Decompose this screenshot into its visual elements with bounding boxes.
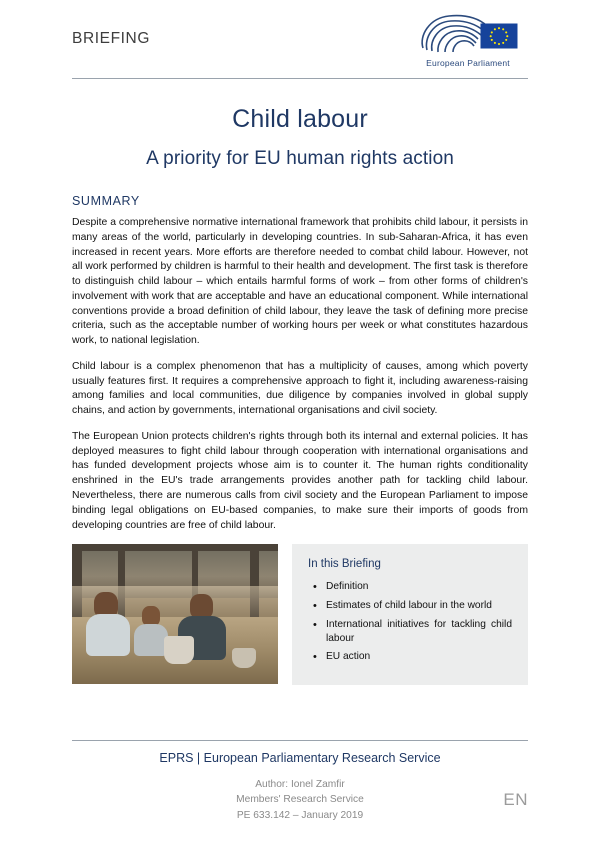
- in-this-briefing-heading: In this Briefing: [308, 558, 381, 571]
- briefing-label: BRIEFING: [72, 30, 151, 47]
- child-labour-photo: [72, 544, 278, 684]
- summary-paragraph: Child labour is a complex phenomenon that has a multiplicity of causes, among which poverty usually features first. It requires a comprehensive approach to fight it, including awareness-raising among families and local communities, due diligence by companies involved in global supply chains, and action by governments, international organisations and civil society.: [72, 360, 528, 417]
- footer-divider: [72, 740, 528, 741]
- language-code: EN: [503, 790, 528, 809]
- summary-heading: SUMMARY: [72, 194, 140, 208]
- european-parliament-logo-label: European Parliament: [426, 58, 510, 68]
- list-item: • International initiatives for tackling child labour: [326, 618, 512, 646]
- page-footer: [72, 740, 528, 824]
- list-item: • EU action: [326, 650, 512, 664]
- header-divider: [72, 78, 528, 79]
- list-item: • Definition: [326, 580, 512, 594]
- footer-service: Members' Research Service: [236, 794, 364, 806]
- page-header: [72, 0, 528, 78]
- european-parliament-logo-icon: [415, 10, 521, 56]
- in-this-briefing-box: [292, 544, 528, 685]
- summary-paragraph: Despite a comprehensive normative international framework that prohibits child labour, it persists in many areas of the world, particularly in developing countries. In sub-Saharan-Africa, it has even increased in recent years. More efforts are therefore needed to combat child labour. However, not all work performed by children is harmful to their health and development. The first task is therefore to distinguish child labour – which entails harmful forms of work – from other forms of children's involvement with work that are acceptable and have an educational component. While international conventions provide a broad definition of child labour, they leave the task of defining more precise criteria, such as the acceptable number of working hours per week or what constitutes hazardous work, to national legislation.: [72, 217, 528, 347]
- summary-section: [72, 194, 528, 533]
- lower-block: [72, 544, 528, 685]
- in-this-briefing-list: [308, 580, 512, 664]
- footer-author: Author: Ionel Zamfir: [255, 778, 345, 790]
- footer-reference: PE 633.142 – January 2019: [236, 810, 364, 822]
- footer-organisation: EPRS | European Parliamentary Research Service: [159, 750, 441, 765]
- list-item: • Estimates of child labour in the world: [326, 599, 512, 613]
- page-subtitle: A priority for EU human rights action: [146, 148, 454, 169]
- summary-paragraph: The European Union protects children's rights through both its internal and external policies. It has deployed measures to fight child labour through cooperation with international organisations and has funded development projects whose aim is to counter it. The human rights conditionality enshrined in the EU's trade arrangements provides another path for tackling child labour. Nevertheless, there are numerous calls from civil society and the European Parliament to impose binding legal obligations on EU-based companies, to make sure their imports of goods from developing countries are free of child labour.: [72, 430, 528, 531]
- european-parliament-logo: [408, 10, 528, 68]
- page-title: Child labour: [232, 105, 368, 133]
